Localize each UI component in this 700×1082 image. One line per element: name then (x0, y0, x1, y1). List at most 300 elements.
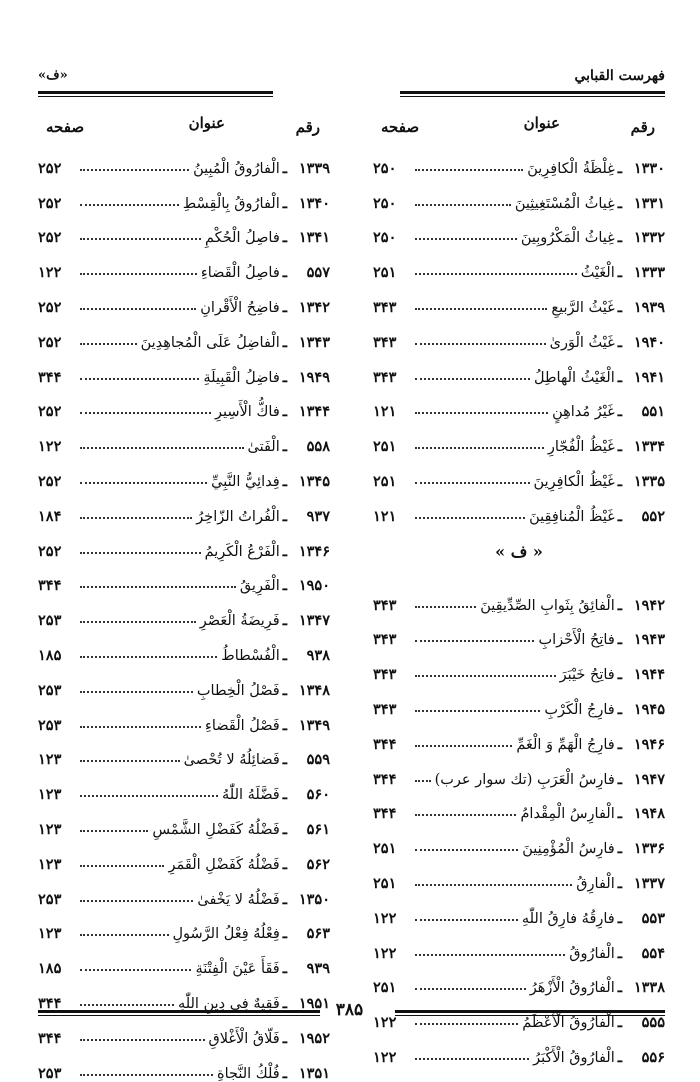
entry-dash: ـ (282, 333, 287, 351)
entry-dash: ـ (282, 194, 287, 212)
entry-page: ۳۴۴ (373, 735, 397, 753)
index-entry (38, 977, 330, 1012)
entry-number: ۵۵۹ (306, 751, 330, 769)
entry-page: ۲۵۰ (373, 229, 397, 247)
entry-title: فارِسُ الْعَرَبِ (تك سوار عرب) (434, 771, 615, 788)
entry-dash: ـ (617, 403, 622, 421)
dot-leader (415, 640, 534, 642)
entry-page: ۲۵۰ (373, 159, 397, 177)
entry-page: ۳۴۳ (373, 596, 397, 614)
entry-title: فَضَّلَهُ اللّٰهُ (222, 787, 280, 804)
dot-leader (80, 517, 192, 519)
dot-leader (80, 900, 193, 902)
entry-dash: ـ (617, 298, 622, 316)
dot-leader (415, 517, 525, 519)
entry-title: غَيْرُ مُداهِنٍ (552, 404, 615, 421)
entry-page: ۲۵۱ (373, 840, 397, 858)
index-entry (38, 594, 330, 629)
dot-leader (80, 447, 244, 449)
entry-number: ۱۹۳۹ (633, 298, 665, 316)
index-entry (373, 822, 665, 857)
entry-dash: ـ (617, 805, 622, 823)
entry-page: ۳۴۴ (373, 770, 397, 788)
dot-leader (415, 745, 512, 747)
entry-dash: ـ (617, 666, 622, 684)
number-heading: رقم (295, 118, 320, 136)
entry-page: ۱۲۳ (38, 855, 62, 873)
entry-page: ۲۵۱ (373, 979, 397, 997)
dot-leader (415, 954, 565, 956)
index-entry (38, 908, 330, 943)
entry-number: ۱۹۵۰ (298, 577, 330, 595)
entry-title: الْفارُوقُ بِالْقِسْطِ (182, 195, 280, 212)
index-entry (38, 560, 330, 595)
entry-list-ghayn (373, 142, 665, 525)
entry-title: فَضْلُهُ لا يَخْفىٰ (197, 891, 280, 908)
entry-title: فاضِلُ الْقَبِيلَةِ (203, 369, 280, 386)
entry-title: غَيْثُ الْوَرىٰ (549, 334, 615, 351)
entry-number: ۵۶۲ (306, 855, 330, 873)
dot-leader (80, 621, 196, 623)
entry-number: ۱۹۴۶ (633, 735, 665, 753)
entry-page: ۲۵۱ (373, 874, 397, 892)
entry-title: غَيْظُ الْمُنافِقِينَ (529, 508, 615, 525)
entry-title: الْفائِقُ بِثَوابِ الصِّدِّيقِينَ (480, 597, 615, 614)
entry-list-fa (373, 579, 665, 1066)
entry-page: ۳۴۳ (373, 666, 397, 684)
entry-title: الْفَرِيقُ (239, 578, 280, 595)
entry-title: فُلْكُ النَّجاةِ (216, 1065, 280, 1082)
entry-dash: ـ (617, 596, 622, 614)
entry-number: ۵۵۶ (641, 1048, 665, 1066)
entry-number: ۵۶۱ (306, 820, 330, 838)
dot-leader (80, 1074, 213, 1076)
section-heading-fa: « ف » (495, 541, 543, 561)
entry-number: ۱۳۳۵ (633, 472, 665, 490)
entry-number: ۱۹۴۱ (633, 368, 665, 386)
index-entry (373, 281, 665, 316)
entry-dash: ـ (282, 368, 287, 386)
dot-leader (415, 919, 518, 921)
dot-leader (80, 830, 148, 832)
entry-dash: ـ (282, 890, 287, 908)
dot-leader (415, 849, 518, 851)
dot-leader (415, 273, 577, 275)
entry-dash: ـ (617, 840, 622, 858)
index-entry (38, 316, 330, 351)
entry-page: ۲۵۲ (38, 333, 62, 351)
footer-rule-right (395, 1010, 665, 1016)
entry-page: ۳۴۳ (373, 631, 397, 649)
entry-title: الْفاضِلُ عَلَى الْمُجاهِدِينَ (140, 334, 280, 351)
entry-number: ۵۵۷ (306, 264, 330, 282)
index-entry (38, 246, 330, 281)
entry-number: ۱۹۴۳ (633, 631, 665, 649)
entry-title: فارِسُ الْمُؤْمِنِينَ (522, 841, 615, 858)
entry-page: ۲۵۳ (38, 681, 62, 699)
entry-number: ۱۳۴۳ (298, 333, 330, 351)
index-entry (373, 788, 665, 823)
index-entry (38, 734, 330, 769)
index-entry (38, 699, 330, 734)
footer-rule-left (38, 1010, 320, 1016)
entry-number: ۱۳۵۱ (298, 1064, 330, 1082)
entry-list-left (38, 142, 330, 1082)
entry-number: ۵۶۳ (306, 925, 330, 943)
entry-dash: ـ (617, 631, 622, 649)
entry-number: ۱۳۳۴ (633, 438, 665, 456)
entry-title: الْفَرْعُ الْكَرِيمُ (204, 543, 280, 560)
entry-title: الْفُسْطاطُ (221, 647, 280, 664)
entry-page: ۱۲۱ (373, 403, 397, 421)
entry-title: فاتِحُ الْأَحْزابِ (538, 632, 615, 649)
entry-dash: ـ (617, 229, 622, 247)
entry-dash: ـ (617, 438, 622, 456)
entry-number: ۱۳۴۸ (298, 681, 330, 699)
dot-leader (415, 238, 517, 240)
entry-number: ۱۳۴۵ (298, 472, 330, 490)
index-entry (38, 142, 330, 177)
index-entry (373, 1031, 665, 1066)
entry-number: ۵۵۵ (641, 1014, 665, 1032)
entry-page: ۱۲۲ (373, 944, 397, 962)
index-entry (373, 420, 665, 455)
index-entry (373, 490, 665, 525)
dot-leader (80, 656, 217, 658)
dot-leader (415, 884, 572, 886)
entry-number: ۱۳۴۶ (298, 542, 330, 560)
entry-page: ۳۴۳ (373, 298, 397, 316)
entry-title: الْفارُوقُ الْأَعْظَمُ (522, 1015, 615, 1032)
entry-title: فِدائِيُّ النَّبِيِّ (211, 473, 280, 490)
entry-title: فِعْلُهُ فِعْلُ الرَّسُولِ (172, 926, 280, 943)
index-entry (373, 177, 665, 212)
index-entry (38, 525, 330, 560)
dot-leader (80, 552, 201, 554)
entry-page: ۲۵۲ (38, 403, 62, 421)
dot-leader (415, 1023, 518, 1025)
dot-leader (415, 710, 540, 712)
entry-number: ۱۹۴۹ (298, 368, 330, 386)
entry-page: ۲۵۲ (38, 542, 62, 560)
entry-dash: ـ (282, 438, 287, 456)
entry-number: ۵۵۲ (641, 507, 665, 525)
index-entry (38, 803, 330, 838)
entry-number: ۱۹۵۱ (298, 994, 330, 1012)
entry-title: فَلّاقُ الْأَغْلاقِ (208, 1030, 280, 1047)
index-entry (38, 281, 330, 316)
entry-dash: ـ (282, 159, 287, 177)
entry-dash: ـ (617, 770, 622, 788)
entry-title: فارِجُ الْكَرْبِ (544, 701, 615, 718)
entry-title: فَقَأَ عَيْنَ الْفِتْنَةِ (195, 961, 280, 978)
entry-dash: ـ (282, 925, 287, 943)
entry-dash: ـ (617, 333, 622, 351)
entry-page: ۲۵۳ (38, 612, 62, 630)
entry-page: ۱۲۲ (38, 264, 62, 282)
entry-dash: ـ (282, 960, 287, 978)
entry-number: ۱۳۳۹ (298, 159, 330, 177)
index-entry (373, 718, 665, 753)
header-rule-left (38, 91, 273, 97)
entry-number: ۱۳۳۱ (633, 194, 665, 212)
index-entry (38, 664, 330, 699)
index-entry (38, 768, 330, 803)
entry-page: ۱۸۵ (38, 646, 62, 664)
index-entry (38, 351, 330, 386)
entry-page: ۳۴۴ (38, 994, 62, 1012)
entry-page: ۳۴۳ (373, 333, 397, 351)
entry-page: ۲۵۲ (38, 194, 62, 212)
dot-leader (415, 204, 511, 206)
running-header-letter: «ف» (38, 68, 68, 83)
entry-title: فارِقُهُ فارِقُ اللّٰهِ (521, 910, 615, 927)
entry-dash: ـ (617, 507, 622, 525)
index-entry (373, 142, 665, 177)
entry-title: فَصْلُ الْقَضاءِ (205, 717, 280, 734)
entry-page: ۱۲۳ (38, 786, 62, 804)
entry-title: فَضائِلُهُ لا تُحْصىٰ (183, 752, 280, 769)
index-entry (373, 648, 665, 683)
entry-number: ۱۹۴۴ (633, 666, 665, 684)
entry-page: ۲۵۱ (373, 438, 397, 456)
dot-leader (80, 969, 191, 971)
entry-title: الْفارِقُ (576, 875, 615, 892)
entry-title: غَيْظُ الْفُجّارِ (547, 439, 615, 456)
entry-dash: ـ (617, 874, 622, 892)
entry-page: ۳۴۳ (373, 368, 397, 386)
dot-leader (415, 343, 546, 345)
entry-number: ۱۹۴۰ (633, 333, 665, 351)
index-entry (38, 177, 330, 212)
entry-title: الْغَيْثُ الْهاطِلُ (534, 369, 615, 386)
page-heading: صفحه (381, 118, 420, 136)
column-header (38, 114, 330, 142)
entry-page: ۱۲۲ (373, 1014, 397, 1032)
entry-dash: ـ (282, 855, 287, 873)
entry-dash: ـ (282, 542, 287, 560)
entry-page: ۱۲۳ (38, 820, 62, 838)
entry-dash: ـ (282, 751, 287, 769)
entry-dash: ـ (282, 403, 287, 421)
entry-title: فاصِلُ الْحُكْمِ (205, 230, 280, 247)
index-entry (373, 316, 665, 351)
entry-page: ۱۲۳ (38, 925, 62, 943)
entry-dash: ـ (617, 1048, 622, 1066)
index-entry (38, 386, 330, 421)
entry-page: ۳۴۳ (373, 700, 397, 718)
entry-title: فَضْلُهُ كَفَضْلِ الشَّمْسِ (152, 821, 280, 838)
entry-title: الْفَتىٰ (247, 439, 280, 456)
dot-leader (415, 1058, 529, 1060)
entry-dash: ـ (617, 944, 622, 962)
dot-leader (415, 606, 476, 608)
entry-number: ۹۳۷ (306, 507, 330, 525)
dot-leader (80, 691, 193, 693)
dot-leader (80, 412, 211, 414)
dot-leader (80, 865, 164, 867)
entry-dash: ـ (282, 612, 287, 630)
entry-number: ۱۳۴۴ (298, 403, 330, 421)
index-entry (373, 455, 665, 490)
entry-page: ۱۸۴ (38, 507, 62, 525)
index-entry (373, 386, 665, 421)
entry-page: ۲۵۳ (38, 890, 62, 908)
index-entry (38, 455, 330, 490)
entry-page: ۱۲۳ (38, 751, 62, 769)
entry-number: ۱۳۳۸ (633, 979, 665, 997)
entry-number: ۱۳۵۰ (298, 890, 330, 908)
entry-dash: ـ (282, 820, 287, 838)
entry-number: ۱۳۴۲ (298, 298, 330, 316)
entry-page: ۱۲۲ (373, 1048, 397, 1066)
entry-number: ۹۳۹ (306, 960, 330, 978)
entry-number: ۱۹۴۵ (633, 700, 665, 718)
entry-dash: ـ (617, 909, 622, 927)
index-entry (38, 629, 330, 664)
dot-leader (80, 934, 169, 936)
entry-number: ۵۵۴ (641, 944, 665, 962)
index-entry (373, 892, 665, 927)
running-header-title: فهرست القبابي (574, 68, 665, 84)
index-entry (373, 927, 665, 962)
entry-dash: ـ (282, 716, 287, 734)
entry-title: الْفُراتُ الزّاخِرُ (196, 508, 280, 525)
index-entry (38, 1012, 330, 1047)
entry-page: ۲۵۱ (373, 264, 397, 282)
entry-page: ۱۸۵ (38, 960, 62, 978)
entry-dash: ـ (617, 735, 622, 753)
entry-title: الْغَيْثُ (580, 265, 615, 282)
entry-title: غِياثُ الْمُسْتَغِيثِينَ (514, 195, 615, 212)
dot-leader (415, 308, 547, 310)
index-entry (373, 351, 665, 386)
index-entry (373, 614, 665, 649)
entry-number: ۱۳۴۰ (298, 194, 330, 212)
dot-leader (80, 482, 207, 484)
dot-leader (80, 204, 179, 206)
entry-number: ۱۳۳۰ (633, 159, 665, 177)
entry-dash: ـ (617, 979, 622, 997)
title-heading: عنوان (523, 114, 560, 132)
index-entry (38, 1047, 330, 1082)
entry-number: ۱۳۳۳ (633, 264, 665, 282)
number-heading: رقم (630, 118, 655, 136)
entry-page: ۲۵۳ (38, 716, 62, 734)
entry-number: ۱۹۵۲ (298, 1029, 330, 1047)
entry-title: فارِجُ الْهَمِّ وَ الْغَمِّ (516, 736, 615, 753)
entry-dash: ـ (282, 1029, 287, 1047)
entry-page: ۱۲۲ (38, 438, 62, 456)
index-entry (373, 857, 665, 892)
entry-page: ۳۴۴ (38, 577, 62, 595)
dot-leader (415, 447, 544, 449)
dot-leader (80, 238, 201, 240)
index-column-right (373, 114, 665, 1066)
entry-number: ۱۳۴۷ (298, 612, 330, 630)
entry-dash: ـ (282, 264, 287, 282)
entry-dash: ـ (617, 1014, 622, 1032)
entry-number: ۵۵۸ (306, 438, 330, 456)
dot-leader (80, 726, 201, 728)
entry-title: فَصْلُ الْخِطابِ (196, 682, 280, 699)
index-entry (38, 942, 330, 977)
dot-leader (80, 760, 180, 762)
entry-dash: ـ (617, 194, 622, 212)
page-number: ۳۸۵ (335, 1000, 364, 1020)
entry-number: ۱۹۴۷ (633, 770, 665, 788)
entry-title: فَضْلُهُ كَفَضْلِ الْقَمَرِ (168, 856, 280, 873)
entry-number: ۵۵۳ (641, 909, 665, 927)
dot-leader (80, 795, 218, 797)
entry-number: ۱۳۳۷ (633, 874, 665, 892)
entry-title: فاضِحُ الْأَقْرانِ (200, 299, 280, 316)
dot-leader (80, 1039, 205, 1041)
dot-leader (415, 988, 526, 990)
dot-leader (415, 378, 530, 380)
entry-dash: ـ (282, 646, 287, 664)
index-entry (38, 420, 330, 455)
entry-title: غِياثُ الْمَكْرُوبِينَ (520, 230, 615, 247)
entry-dash: ـ (282, 786, 287, 804)
index-column-left (38, 114, 330, 1082)
entry-page: ۲۵۱ (373, 472, 397, 490)
entry-title: فاصِلُ الْقَضاءِ (200, 265, 280, 282)
entry-dash: ـ (282, 507, 287, 525)
index-entry (38, 212, 330, 247)
entry-title: فَقِيهٌ فِي دِينِ اللّٰهِ (177, 995, 280, 1012)
entry-page: ۱۲۱ (373, 507, 397, 525)
entry-page: ۲۵۳ (38, 1064, 62, 1082)
title-heading: عنوان (188, 114, 225, 132)
entry-dash: ـ (282, 1064, 287, 1082)
entry-page: ۳۴۴ (373, 805, 397, 823)
dot-leader (80, 586, 236, 588)
dot-leader (80, 169, 189, 171)
column-header (373, 114, 665, 142)
index-entry (373, 962, 665, 997)
entry-title: الْفارُوقُ الْأَزْهَرُ (529, 980, 615, 997)
entry-title: الْفارُوقُ (569, 945, 615, 962)
entry-page: ۲۵۰ (373, 194, 397, 212)
entry-title: الْفارِسُ الْمِقْدامُ (520, 806, 615, 823)
entry-number: ۱۹۴۸ (633, 805, 665, 823)
entry-dash: ـ (282, 577, 287, 595)
dot-leader (415, 780, 431, 782)
entry-title: الْفارُوقُ الْمُبِينُ (193, 160, 280, 177)
dot-leader (415, 675, 556, 677)
entry-page: ۱۲۲ (373, 909, 397, 927)
dot-leader (415, 482, 530, 484)
entry-dash: ـ (282, 298, 287, 316)
entry-page: ۲۵۲ (38, 159, 62, 177)
index-entry (373, 753, 665, 788)
entry-dash: ـ (617, 368, 622, 386)
entry-number: ۵۵۱ (641, 403, 665, 421)
page-heading: صفحه (46, 118, 85, 136)
index-entry (38, 490, 330, 525)
entry-number: ۱۹۴۲ (633, 596, 665, 614)
entry-dash: ـ (282, 994, 287, 1012)
entry-number: ۱۳۴۱ (298, 229, 330, 247)
entry-page: ۲۵۲ (38, 298, 62, 316)
dot-leader (80, 273, 197, 275)
entry-page: ۳۴۴ (38, 1029, 62, 1047)
index-entry (373, 246, 665, 281)
index-entry (38, 873, 330, 908)
dot-leader (80, 1004, 174, 1006)
entry-number: ۱۳۳۲ (633, 229, 665, 247)
